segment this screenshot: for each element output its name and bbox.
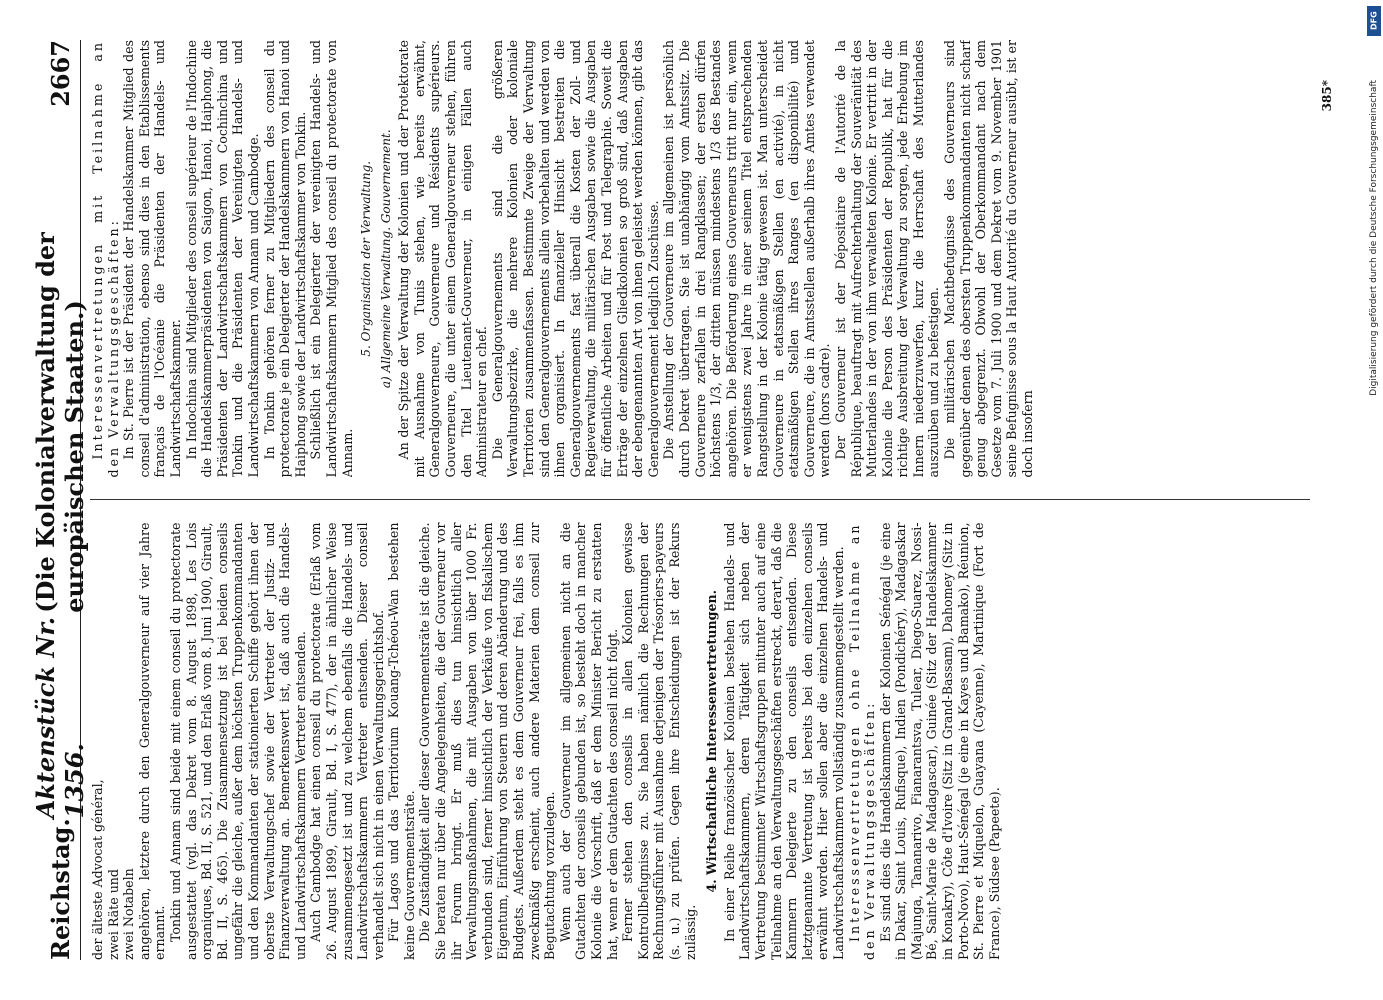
spaced-heading: Interessenvertretungen ohne Teilnahme an den Verwaltungsgeschäften: <box>846 522 878 960</box>
paragraph: Die Anstellung der Gouverneure im allgemeinen ist persönlich durch Dekret übertragen. Sie ist unabhängig vom Amtssitz. Die Gouverneure zerfallen in drei Rangklassen; der ersten dürfen höchstens 1/3, der dritten müssen mindestens 1/3 des Bestandes angehören. Die Beförderung eines Gouverneurs tritt nur ein, wenn er wenigstens zwei Jahre in einer seinem Titel entsprechenden Rangstellung in der Kolonie tätig gewesen ist. Man unterscheidet Gouverneure in etatsmäßigen Stellen (en activité), in nicht etatsmäßigen Stellen ihres Ranges (en disponibilité) und Gouverneure, die in Amtsstellen außerhalb ihres Amtes verwendet werden (hors cadre). <box>661 40 833 478</box>
rotated-document-page <box>31 20 1340 980</box>
paragraph: Für Lagos und das Territorium Kouang-Tchéou-Wan bestehen keine Gouvernementsräte. <box>386 522 417 960</box>
column-divider <box>90 500 1310 501</box>
paragraph: Die militärischen Machtbefugnisse des Gouverneurs sind gegenüber denen des obersten Truppenkommandanten nicht scharf genug abgegrenzt. Obwohl der Oberkommandant nach dem Gesetze vom 7. Juli 1900 und dem Dekret vom 9. November 1901 seine Befugnisse sous la Haut Autorité du Gouverneur ausübt, ist er doch insofern <box>942 40 1036 478</box>
page-header <box>31 40 89 960</box>
paragraph: Die Generalgouvernements sind die größeren Verwaltungsbezirke, die mehrere Kolonien oder koloniale Territorien zusammenfassen. Bestimmte Zweige der Verwaltung sind den Generalgouvernements allein vorbehalten und werden von ihnen organisiert. In finanzieller Hinsicht bestreiten die Generalgouvernements fast überall die Kosten der Zoll- und Regieverwaltung, die militärischen Ausgaben sowie die Ausgaben für öffentliche Arbeiten und für Post und Telegraphie. Soweit die Erträge der einzelnen Gliedkolonien so groß sind, daß Ausgaben der ebengenannten Art von ihnen geleistet werden können, gibt das Generalgouvernement lediglich Zuschüsse. <box>489 40 661 478</box>
spaced-heading: Interessenvertretungen mit Teilnahme an den Verwaltungsgeschäften: <box>90 40 121 478</box>
paragraph: Ferner stehen den conseils in allen Kolonien gewisse Kontrollbefugnisse zu. Sie haben nämlich die Rechnungen der Rechnungsführer mit Ausnahme derjenigen der Trésoriers-payeurs (s. u.) zu prüfen. Gegen ihre Entscheidungen ist der Rekurs zulässig. <box>620 522 698 960</box>
page-content <box>31 20 1340 980</box>
paragraph: zwei Räte und <box>105 869 121 960</box>
text-columns <box>90 40 1310 960</box>
paragraph: zwei Notabeln <box>121 868 137 960</box>
paragraph: Die Zuständigkeit aller dieser Gouvernementsräte ist die gleiche. Sie beraten nur über die Angelegenheiten, die der Gouverneur vor ihr Forum bringt. Er muß dies tun hinsichtlich aller Verwaltungsmaßnahmen, die mit Ausgaben von über 1000 Fr. verbunden sind, ferner hinsichtlich der Verkäufe von fiskalischem Eigentum, Einführung von Steuern und deren Abänderung und des Budgets. Außerdem steht es dem Gouverneur frei, falls es ihm zweckmäßig erscheint, auch andere Materien dem conseil zur Begutachtung vorzulegen. <box>417 522 558 960</box>
subsection-heading: 5. Organisation der Verwaltung. <box>359 160 374 357</box>
paragraph: Schließlich ist ein Delegierter der vereinigten Handels- und Landwirtschaftskammern Mitglied des conseil du protectorate von Annam. <box>308 40 355 478</box>
subsection-heading: a) Allgemeine Verwaltung. Gouvernement. <box>378 129 393 389</box>
right-column <box>90 40 1310 478</box>
paragraph: An der Spitze der Verwaltung der Kolonien und der Protektorate mit Ausnahme von Tunis stehen, wie bereits erwähnt, Generalgouverneure, Gouverneure und Résidents supérieurs. Gouverneure, die unter einem Generalgouverneur stehen, führen den Titel Lieutenant-Gouverneur, in einigen Fällen auch Administrateur en chef. <box>396 40 490 478</box>
paragraph: In Indochina sind Mitglieder des conseil supérieur de l'Indochine die Handelskammerpräsidenten von Saigon, Hanoi, Haiphong, die Präsidenten der Landwirtschaftskammern von Cochinchina und Tonkin und die Präsidenten der Vereinigten Handels- und Landwirtschaftskammern von Annam und Cambodge. <box>183 40 261 478</box>
page-number: 2667 <box>45 40 75 107</box>
paragraph: In einer Reihe französischer Kolonien bestehen Handels- und Landwirtschaftskammern, deren Tätigkeit sich neben der Vertretung bestimmter Wirtschaftsgruppen mitunter auch auf eine Teilnahme an den Verwaltungsgeschäften erstreckt, derart, daß die Kammern Delegierte zu den conseils entsenden. Diese letztgenannte Vertretung ist bereits bei den einzelnen conseils erwähnt worden. Hier sollen aber die einzelnen Handels- und Landwirtschaftskammern vollständig zusammengestellt werden. <box>721 522 846 960</box>
paragraph: der älteste Advocat général, <box>90 779 105 960</box>
header-title: (Die Kolonialverwaltung der europäischen Staaten.) <box>31 232 89 613</box>
paragraph: Der Gouverneur ist der Dépositaire de l'Autorité de la République, beauftragt mit Aufrechterhaltung der Souveränität des Mutterlandes in der von ihm verwalteten Kolonie. Er vertritt in der Kolonie die Person des Präsidenten der Republik, hat für die richtige Ausbreitung der Verwaltung zu sorgen, jede Erhebung im Innern niederzuwerfen, kurz die Herrschaft des Mutterlandes auszuüben und zu befestigen. <box>832 40 942 478</box>
paragraph: Wenn auch der Gouverneur im allgemeinen nicht an die Gutachten der conseils gebunden ist, so besteht doch in mancher Kolonie die Vorschrift, daß er dem Minister Bericht zu erstatten hat, wenn er dem Gutachten des conseil nicht folgt. <box>557 522 620 960</box>
paragraph: angehören, letztere durch den Generalgouverneur auf vier Jahre ernannt. <box>136 522 168 960</box>
section-heading: 4. Wirtschaftliche Interessenvertretungen. <box>704 589 720 893</box>
paragraph: Auch Cambodge hat einen conseil du protectorate (Erlaß vom 26. August 1899, Girault, Bd. I, S. 477), der in ähnlicher Weise zusammengesetzt ist und zu welchem ebenfalls die Handels- und Landwirtschaftskammern Vertreter entsenden. Dieser conseil verhandelt sich nicht in einen Verwaltungsgerichtshof. <box>308 522 386 960</box>
header-left: Reichstag. <box>45 818 75 960</box>
paragraph: In St. Pierre ist der Präsident der Handelskammer Mitglied des conseil d'administration, ebenso sind dies in den Etablissements français de l'Océanie die Präsidenten der Handels- und Landwirtschaftskammer. <box>121 40 183 478</box>
sheet-mark: 385* <box>1320 80 1334 112</box>
paragraph: Tonkin und Annam sind beide mit einem conseil du protectorate ausgestattet (vgl. das Dekret vom 8. August 1898, Les Lois organiques, Bd. II, S. 521, und den Erlaß vom 8. Juni 1900, Girault, Bd. II, S. 465). Die Zusammensetzung ist bei beiden conseils ungefähr die gleiche, außer dem höchsten Truppenkommandanten und den Kommandanten der stationierten Schiffe gehört ihnen der oberste Verwaltungschef sowie der Vertreter der Justiz- und Finanzverwaltung an. Bemerkenswert ist, daß auch die Handels- und Landwirtschaftskammern Vertreter entsenden. <box>167 522 308 960</box>
digitization-credit: Digitalisierung gefördert durch die Deutsche Forschungsgemeinschaft <box>1369 80 1379 396</box>
paragraph: In Tonkin gehören ferner zu Mitgliedern des conseil du protectorate je ein Delegierter der Handelskammern von Hanoi und Haiphong sowie der Landwirtschaftskammer von Tonkin. <box>261 40 308 478</box>
dfg-logo: DFG <box>1367 6 1381 36</box>
left-column <box>90 523 1310 961</box>
header-document-number: Aktenstück Nr. 1356. <box>31 616 89 819</box>
paragraph: Es sind dies die Handelskammern der Kolonien Sénégal (je eine in Dakar, Saint Louis, Rufisque), Indien (Pondichéry), Madagaskar (Majunga, Tananarivo, Fianarantsva, Tulear, Diego-Suarez, Nossi-Bé, Saint-Marie de Madagascar), Guinée (Sitz der Handelskammer in Konakry), Côte d'Ivoire (Sitz in Grand-Bassam), Dahomey (Sitz in Porto-Novo), Haut-Sénégal (je eine in Kayes und Bamako), Réunion, St. Pierre et Miquelon, Guayana (Cayenne), Martinique (Fort de France), Südsee (Papeete). <box>877 522 1002 960</box>
